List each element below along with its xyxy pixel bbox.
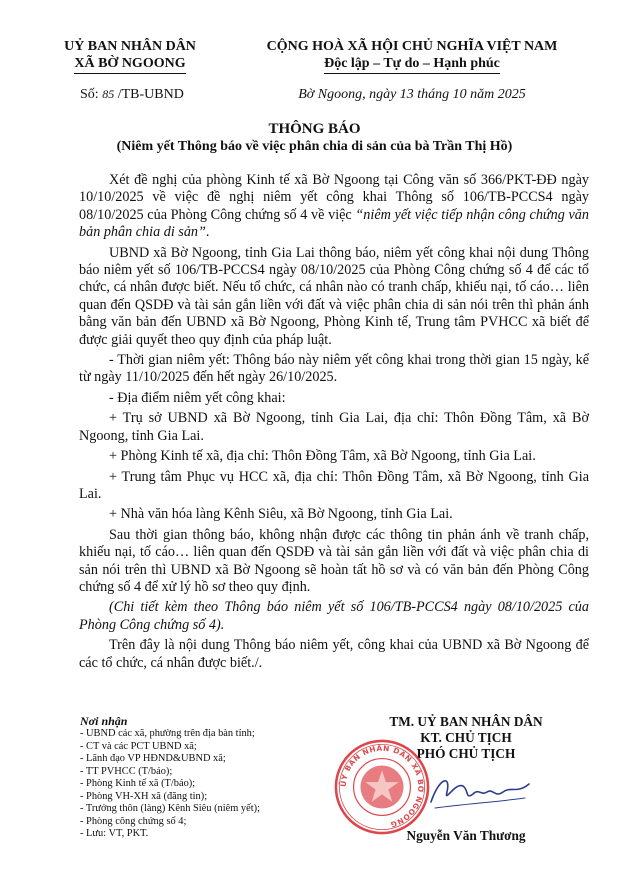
seal-text: ỦY BAN NHÂN DÂN XÃ BỜ NGOONG bbox=[338, 743, 426, 830]
sign-line1: TM. UỶ BAN NHÂN DÂN bbox=[389, 714, 543, 729]
national-motto: Độc lập – Tự do – Hạnh phúc bbox=[324, 55, 500, 74]
sign-line3: PHÓ CHỦ TỊCH bbox=[416, 746, 516, 761]
country-name: CỘNG HOÀ XÃ HỘI CHỦ NGHĨA VIỆT NAM bbox=[266, 39, 558, 54]
paragraph-8: + Nhà văn hóa làng Kênh Siêu, xã Bờ Ngoong, tỉnh Gia Lai. bbox=[109, 506, 453, 523]
recipients-list bbox=[80, 714, 335, 841]
authority-line2: XÃ BỜ NGOONG bbox=[74, 55, 185, 74]
paragraph-11: Trên đây là nội dung Thông báo niêm yết, công khai của UBND xã Bờ Ngoong để các tổ chức, cá nhân được biết./. bbox=[79, 637, 589, 671]
paragraph-6: + Phòng Kinh tế xã, địa chỉ: Thôn Đồng Tâm, xã Bờ Ngoong, tỉnh Gia Lai. bbox=[109, 448, 536, 465]
national-heading bbox=[232, 38, 592, 74]
paragraph-4: - Địa điểm niêm yết công khai: bbox=[109, 389, 286, 406]
paragraph-9: Sau thời gian thông báo, không nhận được các thông tin phản ánh về tranh chấp, khiếu nại, tố cáo… liên quan đến QSDĐ và tài sản gắn liền với đất và việc phân chia di sản nói trên thì UBND xã Bờ Ngoong sẽ hoàn tất hồ sơ và có văn bản đến Phòng Công chứng số 4 để xử lý hồ sơ theo quy định. bbox=[79, 526, 589, 595]
number-suffix: /TB-UBND bbox=[114, 87, 184, 102]
paragraph-7: + Trung tâm Phục vụ HCC xã, địa chỉ: Thôn Đồng Tâm, xã Bờ Ngoong, tỉnh Gia Lai. bbox=[79, 468, 589, 502]
recipient-item: - TT PVHCC (T/báo); bbox=[80, 765, 173, 777]
document-title: THÔNG BÁO bbox=[268, 121, 361, 137]
number-label: Số: bbox=[80, 87, 99, 102]
signer-name: Nguyễn Văn Thương bbox=[406, 828, 526, 843]
place-and-date: Bờ Ngoong, ngày 13 tháng 10 năm 2025 bbox=[298, 87, 526, 102]
quoted-subject: “niêm yết việc tiếp nhận công chứng văn bản phân chia di sản” bbox=[79, 206, 589, 241]
recipient-item: - Phòng Kinh tế xã (T/báo); bbox=[80, 778, 196, 789]
issuing-authority bbox=[30, 38, 230, 74]
paragraph-5: + Trụ sở UBND xã Bờ Ngoong, tỉnh Gia Lai, địa chỉ: Thôn Đồng Tâm, xã Bờ Ngoong, tỉnh Gia Lai. bbox=[79, 410, 589, 444]
paragraph-10: (Chi tiết kèm theo Thông báo niêm yết số 106/TB-PCCS4 ngày 08/10/2025 của Phòng Công chứng số 4). bbox=[79, 599, 589, 633]
recipient-item: - Phòng VH-XH xã (đăng tin); bbox=[80, 790, 208, 802]
official-seal-icon bbox=[333, 738, 431, 836]
document-number bbox=[80, 87, 184, 103]
recipient-item: - Phòng công chứng số 4; bbox=[80, 815, 187, 827]
authority-line1: UỶ BAN NHÂN DÂN bbox=[64, 39, 196, 54]
document-body bbox=[79, 172, 589, 675]
recipient-item: - UBND các xã, phường trên địa bàn tỉnh; bbox=[80, 728, 255, 739]
handwritten-signature-icon bbox=[425, 768, 535, 816]
paragraph-1: Xét đề nghị của phòng Kinh tế xã Bờ Ngoong tại Công văn số 366/PKT-ĐĐ ngày 10/10/2025 về việc đề nghị niêm yết công khai Thông số 106/TB-PCCS4 ngày 08/10/2025 của Phòng Công chứng số 4 về việc “niêm yết việc tiếp nhận công chứng văn bản phân chia di sản”. bbox=[79, 172, 589, 241]
paragraph-3: - Thời gian niêm yết: Thông báo này niêm yết công khai trong thời gian 15 ngày, kể từ ngày 11/10/2025 đến hết ngày 26/10/2025. bbox=[79, 352, 589, 386]
recipient-item: - Trưởng thôn (làng) Kênh Siêu (niêm yết); bbox=[80, 803, 260, 814]
number-value: 85 bbox=[102, 87, 115, 101]
recipients-title: Nơi nhận bbox=[80, 714, 128, 728]
document-subtitle: (Niêm yết Thông báo về việc phân chia di sản của bà Trần Thị Hồ) bbox=[116, 139, 513, 154]
recipient-item: - Lãnh đạo VP HĐND&UBND xã; bbox=[80, 753, 226, 764]
recipient-item: - CT và các PCT UBND xã; bbox=[80, 740, 197, 752]
paragraph-2: UBND xã Bờ Ngoong, tỉnh Gia Lai thông báo, niêm yết công khai nội dung Thông báo niêm yết số 106/TB-PCCS4 ngày 08/10/2025 của Phòng Công chứng số 4 để các tổ chức, cá nhân được biết. Nếu tổ chức, cá nhân nào có tranh chấp, khiếu nại, tố cáo… liên quan đến QSDĐ và tài sản gắn liền với đất và việc phân chia di sản nói trên thì phản ánh bằng văn bản đến UBND xã Bờ Ngoong, Phòng Kinh tế, Trung tâm PVHCC xã biết để được giải quyết theo quy định của pháp luật. bbox=[79, 244, 589, 348]
sign-line2: KT. CHỦ TỊCH bbox=[420, 730, 512, 745]
recipient-item: - Lưu: VT, PKT. bbox=[80, 828, 149, 839]
